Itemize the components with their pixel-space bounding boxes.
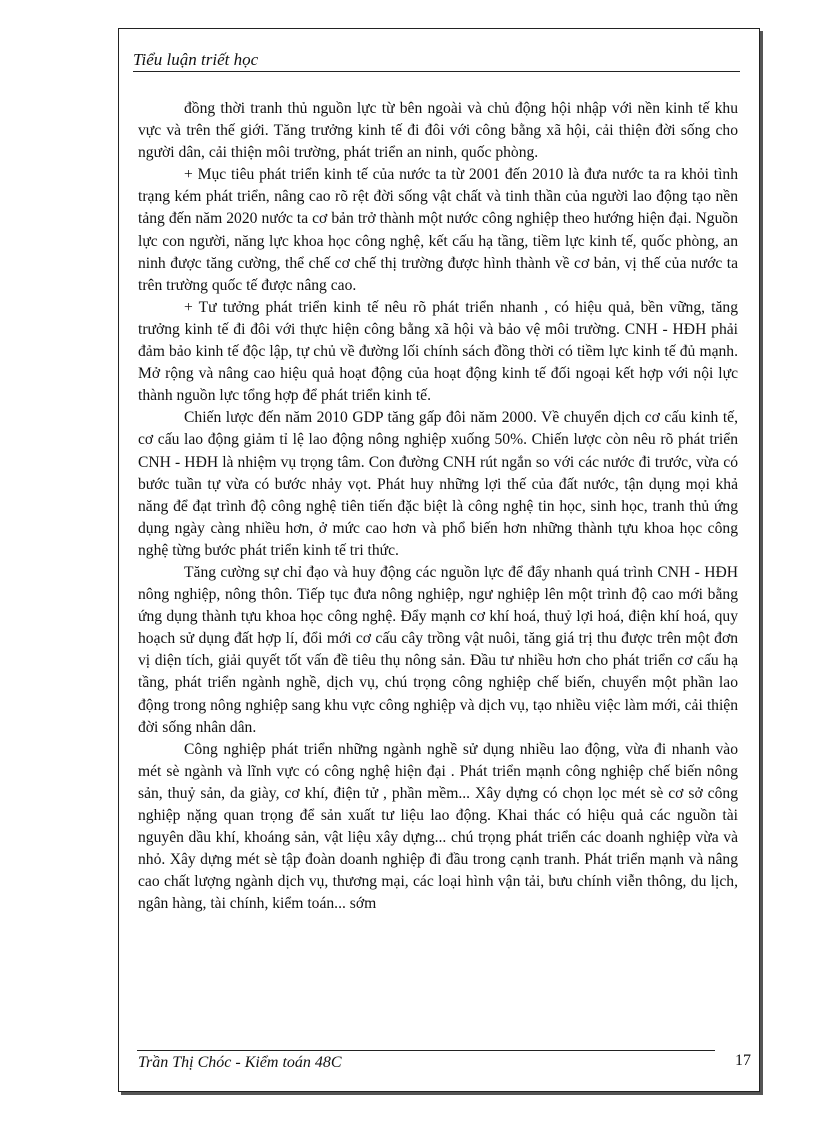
footer-author: Trần Thị Chóc - Kiểm toán 48C (138, 1054, 342, 1071)
paragraph: đồng thời tranh thủ nguồn lực từ bên ngoài và chủ động hội nhập với nền kinh tế khu vực và trên thế giới. Tăng trưởng kinh tế đi đôi với công bằng xã hội, cải thiện đời sống cho người dân, cải thiện môi trường, phát triển an ninh, quốc phòng. (138, 100, 738, 162)
paragraph: Công nghiệp phát triển những ngành nghề sử dụng nhiều lao động, vừa đi nhanh vào mét sè ngành và lĩnh vực có công nghệ hiện đại . Phát triển mạnh công nghiệp chế biến nông sản, thuỷ sản, da giày, cơ khí, điện tử , phần mềm... Xây dựng có chọn lọc mét sè cơ sở công nghiệp nặng quan trọng để sản xuất tư liệu lao động. Khai thác có hiệu quả các nguồn tài nguyên dầu khí, khoáng sản, vật liệu xây dựng... chú trọng phát triển các doanh nghiệp vừa và nhỏ. Xây dựng mét sè tập đoàn doanh nghiệp đi đầu trong cạnh tranh. Phát triển mạnh và nâng cao chất lượng ngành dịch vụ, thương mại, các loại hình vận tải, bưu chính viễn thông, du lịch, ngân hàng, tài chính, kiểm toán... sớm (138, 740, 738, 913)
paragraph: + Tư tưởng phát triển kinh tế nêu rõ phát triển nhanh , có hiệu quả, bền vững, tăng trưởng kinh tế đi đôi với thực hiện công bằng xã hội và bảo vệ môi trường. CNH - HĐH phải đảm bảo kinh tế độc lập, tự chủ về đường lối chính sách đồng thời có tiềm lực kinh tế đủ mạnh. Mở rộng và nâng cao hiệu quả hoạt động của hoạt động kinh tế đối ngoại kết hợp với nội lực thành nguồn lực tổng hợp để phát triển kinh tế. (138, 298, 738, 405)
footer-divider (137, 1050, 715, 1051)
page-number: 17 (735, 1052, 751, 1069)
paragraph: Tăng cường sự chỉ đạo và huy động các nguồn lực để đẩy nhanh quá trình CNH - HĐH nông nghiệp, nông thôn. Tiếp tục đưa nông nghiệp, ngư nghiệp lên một trình độ cao mới bằng ứng dụng thành tựu khoa học công nghệ. Đẩy mạnh cơ khí hoá, thuỷ lợi hoá, điện khí hoá, quy hoạch sử dụng đất hợp lí, đổi mới cơ cấu cây trồng vật nuôi, tăng giá trị thu được trên một đơn vị diện tích, giải quyết tốt vấn đề tiêu thụ nông sản. Đầu tư nhiều hơn cho phát triển cơ cấu hạ tầng, phát triển ngành nghề, dịch vụ, chú trọng công nghiệp chế biến, chuyển một phần lao động trong nông nghiệp sang khu vực công nghiệp và dịch vụ, tạo nhiều việc làm mới, cải thiện đời sống nhân dân. (138, 563, 738, 736)
paragraph: Chiến lược đến năm 2010 GDP tăng gấp đôi năm 2000. Về chuyển dịch cơ cấu kinh tế, cơ cấu lao động giảm tỉ lệ lao động nông nghiệp xuống 50%. Chiến lược còn nêu rõ phát triển CNH - HĐH là nhiệm vụ trọng tâm. Con đường CNH rút ngắn so với các nước đi trước, vừa có bước tuần tự vừa có bước nhảy vọt. Phát huy những lợi thế của đất nước, tận dụng mọi khả năng để đạt trình độ công nghệ tiên tiến đặc biệt là công nghệ tin học, sinh học, tranh thủ ứng dụng ngày càng nhiều hơn, ở mức cao hơn và phổ biến hơn những thành tựu khoa học công nghệ từng bước phát triển kinh tế tri thức. (138, 409, 738, 559)
header-divider (133, 71, 740, 72)
paragraph: + Mục tiêu phát triển kinh tế của nước ta từ 2001 đến 2010 là đưa nước ta ra khỏi tình trạng kém phát triển, nâng cao rõ rệt đời sống vật chất và tinh thần của người lao động tạo nền tảng đến năm 2020 nước ta cơ bản trở thành một nước công nghiệp theo hướng hiện đại. Nguồn lực con người, năng lực khoa học công nghệ, kết cấu hạ tầng, tiềm lực kinh tế, quốc phòng, an ninh được tăng cường, thể chế cơ chế thị trường được hình thành về cơ bản, vị thế của nước ta trên trường quốc tế được nâng cao. (138, 166, 738, 294)
document-body (138, 98, 738, 915)
running-header: Tiểu luận triết học (133, 50, 259, 69)
